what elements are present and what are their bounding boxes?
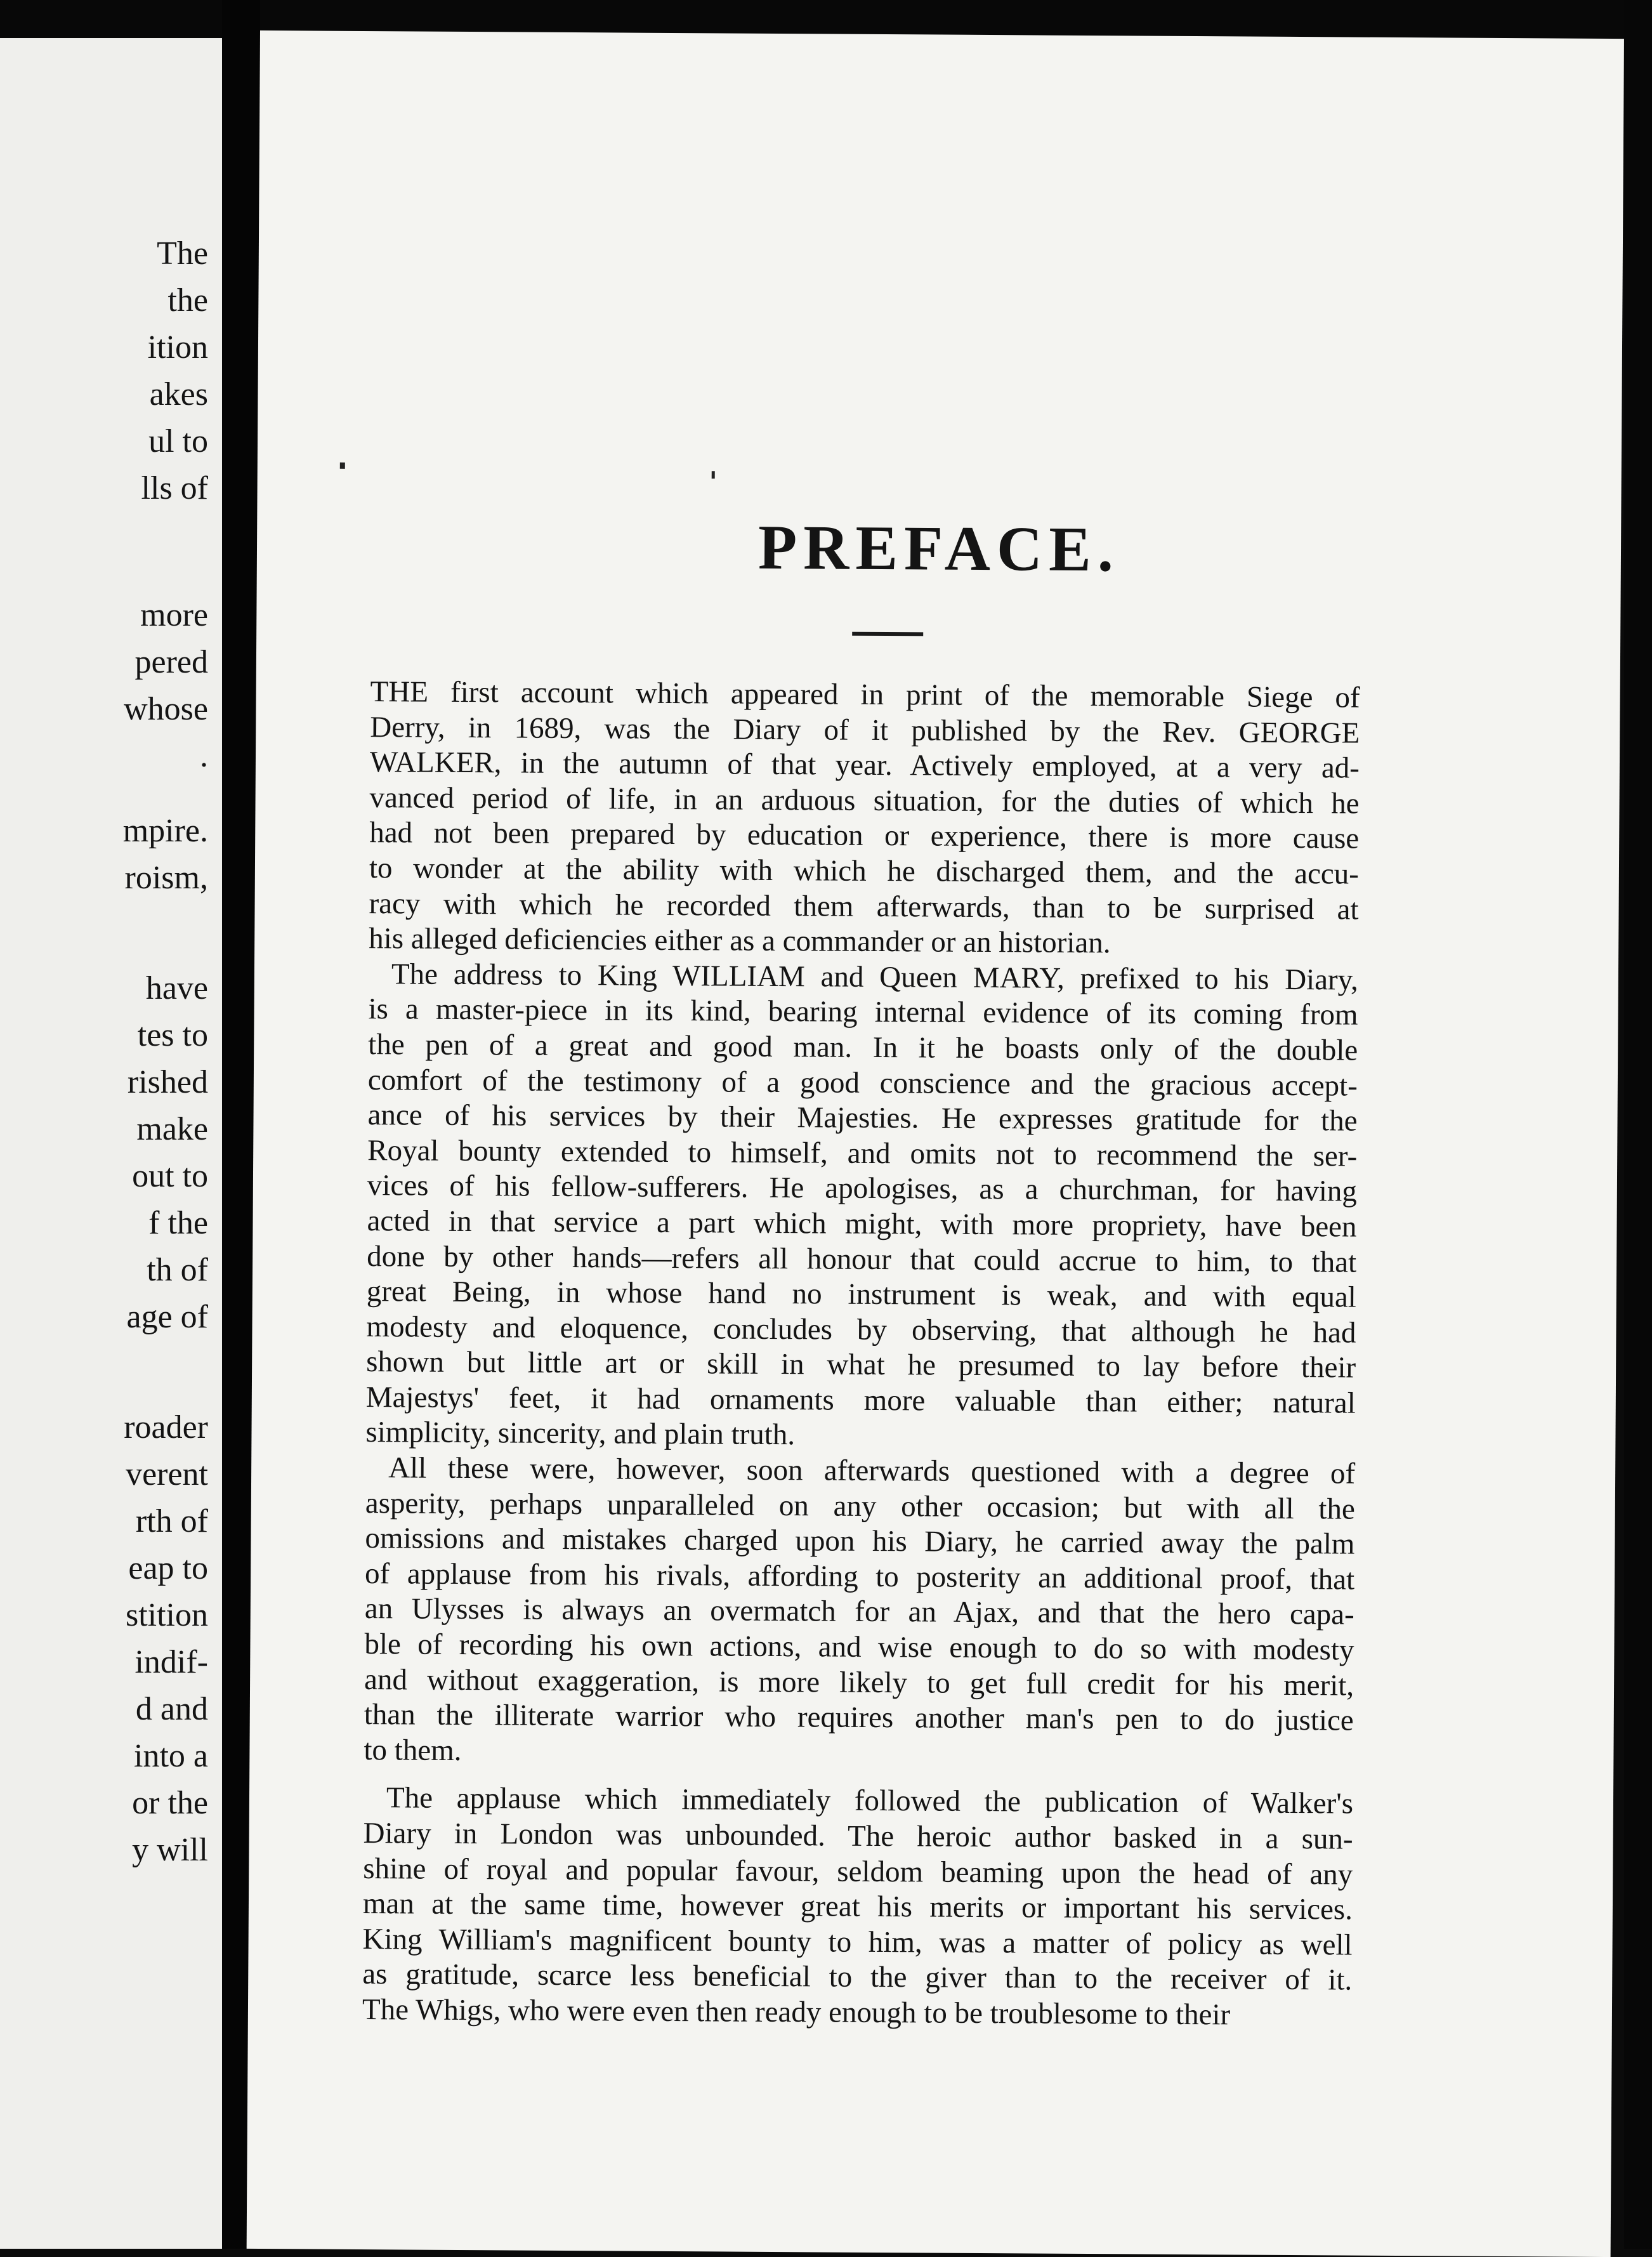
text-line: King William's magnificent bounty to him, was a matter of policy as well [362, 1922, 1353, 1962]
text-line: The applause which immediately followed the publication of Walker's [386, 1781, 1354, 1820]
text-line: ance of his services by their Majesties. He expresses gratitude for the [367, 1098, 1358, 1138]
speck-mark [712, 471, 715, 478]
preface-paragraph [369, 674, 1360, 963]
facing-page-line: out to [132, 1158, 208, 1194]
text-line: and without exaggeration, is more likely to get full credit for his merit, [364, 1662, 1354, 1702]
text-line: All these were, however, soon afterwards questioned with a degree of [388, 1451, 1356, 1490]
facing-page-line: or the [132, 1785, 208, 1821]
scan-right-border [1624, 0, 1652, 2249]
text-line: an Ulysses is always an overmatch for an Ajax, and that the hero capa- [364, 1592, 1354, 1632]
text-line: had not been prepared by education or experience, there is more cause [369, 816, 1360, 855]
text-line: man at the same time, however great his merits or important his services. [362, 1887, 1353, 1926]
facing-page-line: The [157, 235, 208, 272]
facing-page-line: . [200, 738, 208, 774]
facing-page-fragment [0, 38, 222, 2249]
text-line: racy with which he recorded them afterwards, than to be surprised at [369, 886, 1359, 926]
text-line: than the illiterate warrior who requires another man's pen to do justice [364, 1698, 1354, 1737]
text-line: done by other hands—refers all honour that could accrue to him, to that [367, 1239, 1357, 1279]
text-line: of applause from his rivals, affording to posterity an additional proof, that [364, 1556, 1355, 1596]
page-title: PREFACE. [757, 511, 1120, 585]
facing-page-line: f the [148, 1205, 208, 1241]
facing-page-line: the [167, 282, 208, 319]
facing-page-line: tes to [137, 1017, 208, 1053]
title-rule [852, 632, 923, 636]
facing-page-line: have [145, 970, 208, 1006]
facing-page-line: rth of [135, 1503, 208, 1539]
text-line: vanced period of life, in an arduous situation, for the duties of which he [369, 780, 1360, 820]
text-line: THE first account which appeared in print of the memorable Siege of [370, 675, 1360, 714]
facing-page-line: y will [132, 1832, 208, 1868]
text-line: comfort of the testimony of a good conscience and the gracious accept- [367, 1063, 1358, 1103]
preface-page [247, 30, 1624, 2257]
text-line: vices of his fellow-sufferers. He apologises, as a churchman, for having [367, 1169, 1358, 1208]
text-line: Majestys' feet, it had ornaments more valuable than either; natural [365, 1380, 1356, 1420]
text-line: as gratitude, scarce less beneficial to the giver than to the receiver of it. [362, 1958, 1353, 1997]
facing-page-line: more [140, 597, 208, 633]
facing-page-line: lls of [141, 470, 208, 506]
facing-page-line: age of [126, 1299, 208, 1335]
preface-paragraph [362, 1780, 1353, 2034]
text-line: The address to King WILLIAM and Queen MARY, prefixed to his Diary, [391, 957, 1359, 997]
preface-body [362, 674, 1360, 2034]
facing-page-line: stition [125, 1597, 208, 1633]
facing-page-line: d and [135, 1691, 208, 1727]
facing-page-line: roader [124, 1409, 208, 1445]
text-line: asperity, perhaps unparalleled on any other occasion; but with all the [365, 1486, 1355, 1526]
text-line: the pen of a great and good man. In it he boasts only of the double [368, 1028, 1358, 1067]
text-line: WALKER, in the autumn of that year. Actively employed, at a very ad- [369, 746, 1360, 785]
facing-page-line: eap to [128, 1550, 208, 1586]
text-line: is a master-piece in its kind, bearing internal evidence of its coming from [368, 992, 1358, 1032]
text-line: omissions and mistakes charged upon his Diary, he carried away the palm [365, 1522, 1355, 1561]
preface-paragraph [365, 957, 1358, 1457]
text-line: to them. [364, 1733, 462, 1767]
facing-page-line: make [136, 1111, 208, 1147]
preface-paragraph [364, 1451, 1355, 1774]
text-line: shown but little art or skill in what he presumed to lay before their [366, 1345, 1356, 1385]
text-line: Diary in London was unbounded. The heroic author basked in a sun- [363, 1817, 1353, 1856]
facing-page-line: pered [134, 644, 208, 680]
text-line: ble of recording his own actions, and wise enough to do so with modesty [364, 1628, 1354, 1667]
facing-page-line: into a [134, 1738, 208, 1774]
text-line: modesty and eloquence, concludes by observing, that although he had [366, 1310, 1356, 1350]
text-line: Derry, in 1689, was the Diary of it published by the Rev. GEORGE [370, 710, 1360, 750]
facing-page-line: ition [147, 329, 208, 365]
text-line: acted in that service a part which might, with more propriety, have been [367, 1204, 1357, 1244]
facing-page-line: whose [124, 691, 208, 727]
facing-page-line: akes [149, 376, 208, 412]
facing-page-line: th of [147, 1252, 208, 1288]
text-line: simplicity, sincerity, and plain truth. [365, 1416, 796, 1452]
text-line: The Whigs, who were even then ready enough to be troublesome to their [362, 1993, 1231, 2032]
text-line: great Being, in whose hand no instrument is weak, and with equal [366, 1275, 1356, 1314]
text-line: Royal bounty extended to himself, and omits not to recommend the ser- [367, 1133, 1358, 1173]
facing-page-line: verent [126, 1456, 208, 1492]
facing-page-line: ul to [148, 423, 208, 459]
facing-page-line: mpire. [122, 813, 208, 849]
speck-mark [340, 463, 345, 469]
facing-page-line: rished [127, 1064, 208, 1100]
text-line: his alleged deficiencies either as a commander or an historian. [369, 922, 1111, 960]
text-line: shine of royal and popular favour, seldom beaming upon the head of any [363, 1852, 1353, 1892]
text-line: to wonder at the ability with which he discharged them, and the accu- [369, 852, 1360, 891]
facing-page-line: indif- [134, 1644, 208, 1680]
facing-page-line: roism, [124, 860, 208, 896]
